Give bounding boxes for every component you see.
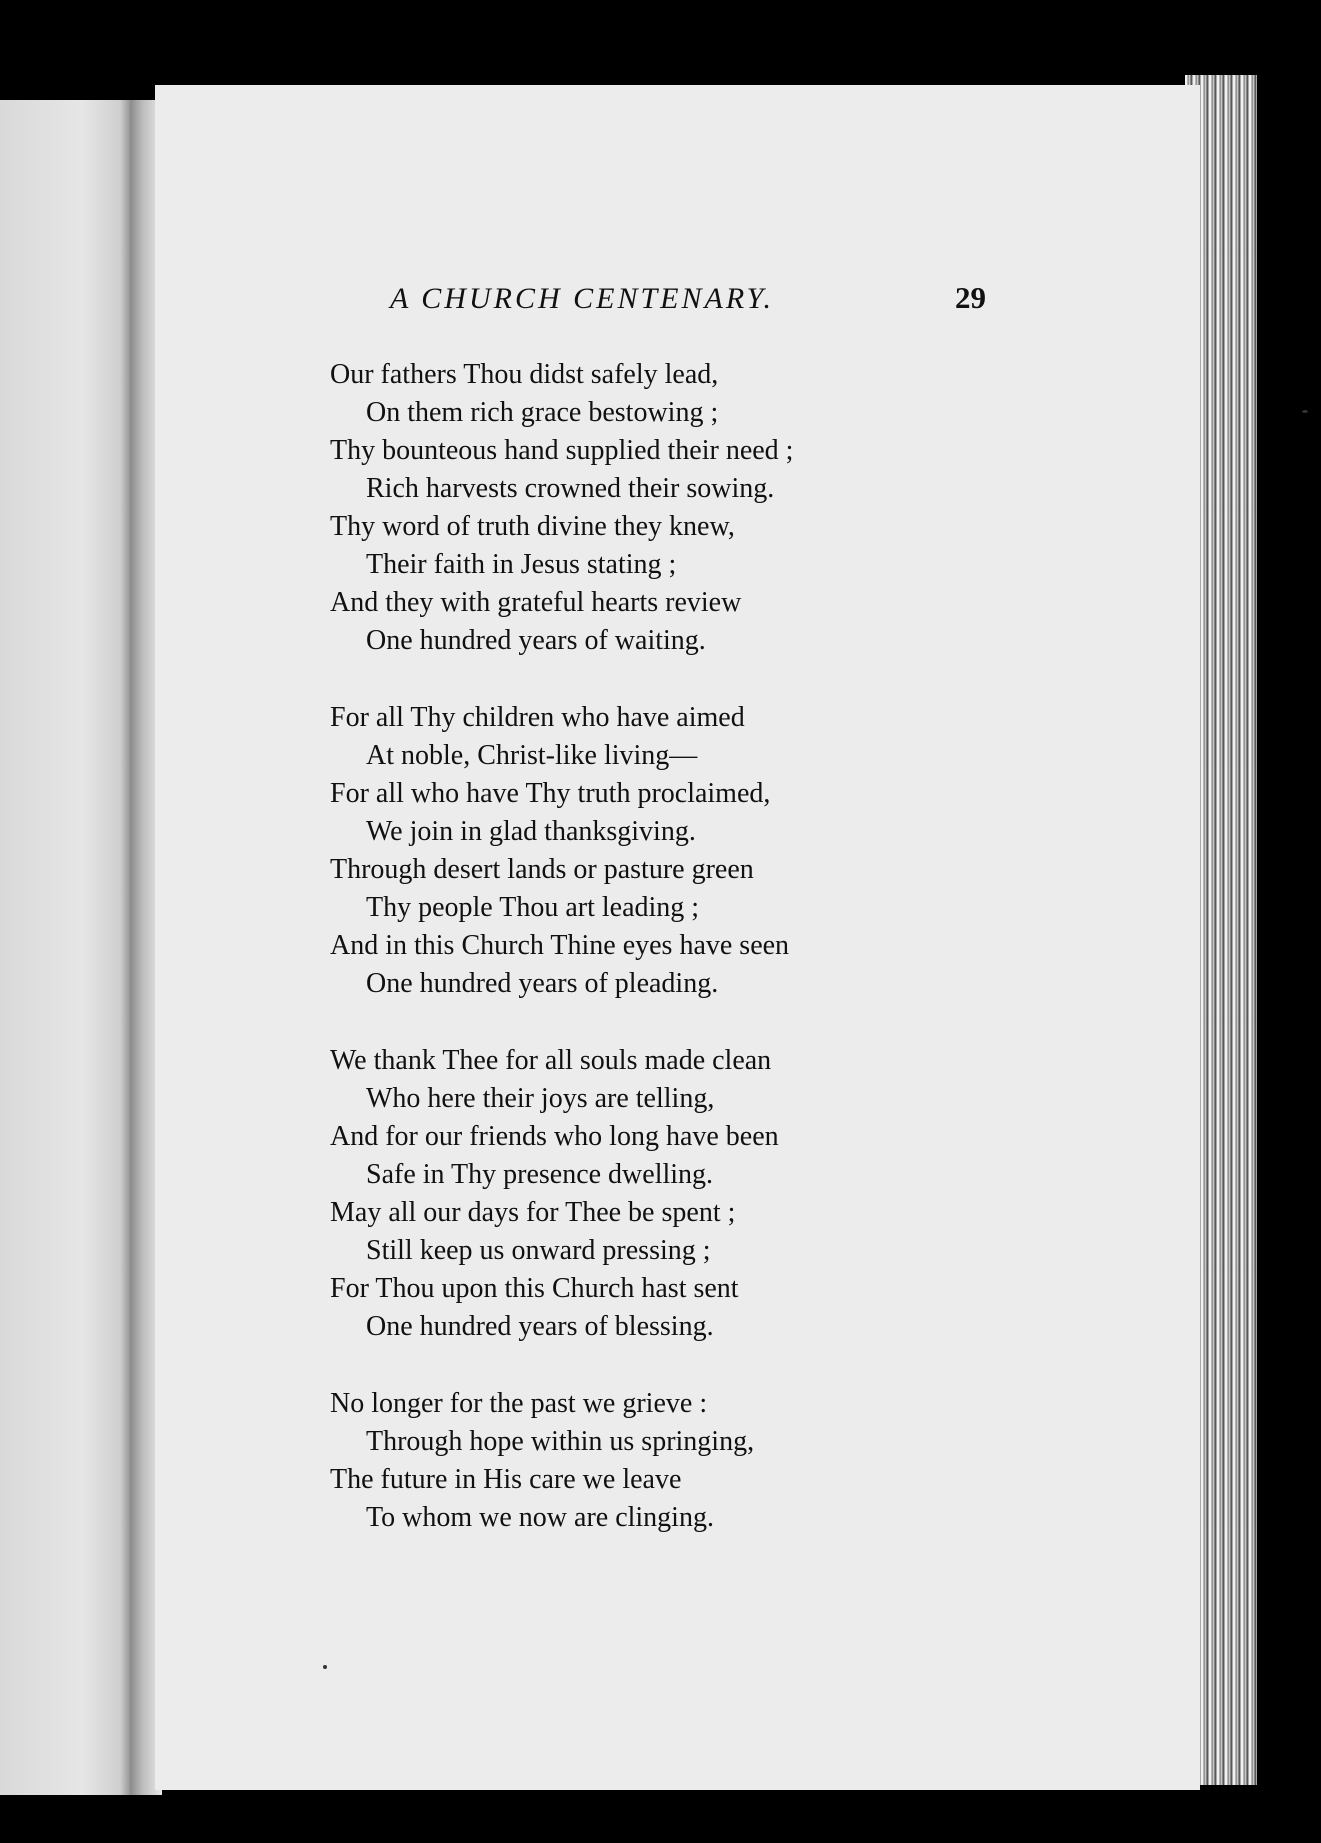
previous-page-edge — [0, 100, 150, 1795]
poem-line: For all who have Thy truth proclaimed, — [330, 778, 771, 809]
poem-line: The future in His care we leave — [330, 1464, 682, 1495]
poem-line: To whom we now are clinging. — [366, 1502, 714, 1533]
poem-line: And for our friends who long have been — [330, 1121, 779, 1152]
poem-line: We join in glad thanksgiving. — [366, 816, 696, 847]
poem-line: Thy bounteous hand supplied their need ; — [330, 435, 794, 466]
scan-speck — [1302, 410, 1308, 413]
poem-body — [330, 356, 920, 1576]
poem-line: On them rich grace bestowing ; — [366, 397, 719, 428]
stanza-3 — [330, 1042, 920, 1346]
stanza-1 — [330, 356, 920, 660]
page-number: 29 — [955, 280, 986, 315]
stanza-2 — [330, 699, 920, 1003]
poem-line: Through hope within us springing, — [366, 1426, 755, 1457]
poem-line: Thy word of truth divine they knew, — [330, 511, 735, 542]
poem-line: One hundred years of waiting. — [366, 625, 706, 656]
poem-line: Our fathers Thou didst safely lead, — [330, 359, 719, 390]
poem-line: May all our days for Thee be spent ; — [330, 1197, 736, 1228]
poem-line: Their faith in Jesus stating ; — [366, 549, 677, 580]
poem-line: One hundred years of pleading. — [366, 968, 719, 999]
poem-line: No longer for the past we grieve : — [330, 1388, 708, 1419]
poem-line: And they with grateful hearts review — [330, 587, 742, 618]
scan-speck — [323, 1665, 327, 1669]
running-title: A CHURCH CENTENARY. — [390, 282, 775, 315]
poem-line: For Thou upon this Church hast sent — [330, 1273, 739, 1304]
stanza-4 — [330, 1385, 920, 1537]
poem-line: Who here their joys are telling, — [366, 1083, 715, 1114]
poem-line: Thy people Thou art leading ; — [366, 892, 700, 923]
poem-line: At noble, Christ-like living— — [366, 740, 698, 771]
poem-line: And in this Church Thine eyes have seen — [330, 930, 790, 961]
poem-line: Safe in Thy presence dwelling. — [366, 1159, 714, 1190]
poem-line: For all Thy children who have aimed — [330, 702, 745, 733]
poem-line: One hundred years of blessing. — [366, 1311, 714, 1342]
poem-line: Rich harvests crowned their sowing. — [366, 473, 775, 504]
poem-line: Through desert lands or pasture green — [330, 854, 754, 885]
poem-line: Still keep us onward pressing ; — [366, 1235, 711, 1266]
poem-line: We thank Thee for all souls made clean — [330, 1045, 772, 1076]
